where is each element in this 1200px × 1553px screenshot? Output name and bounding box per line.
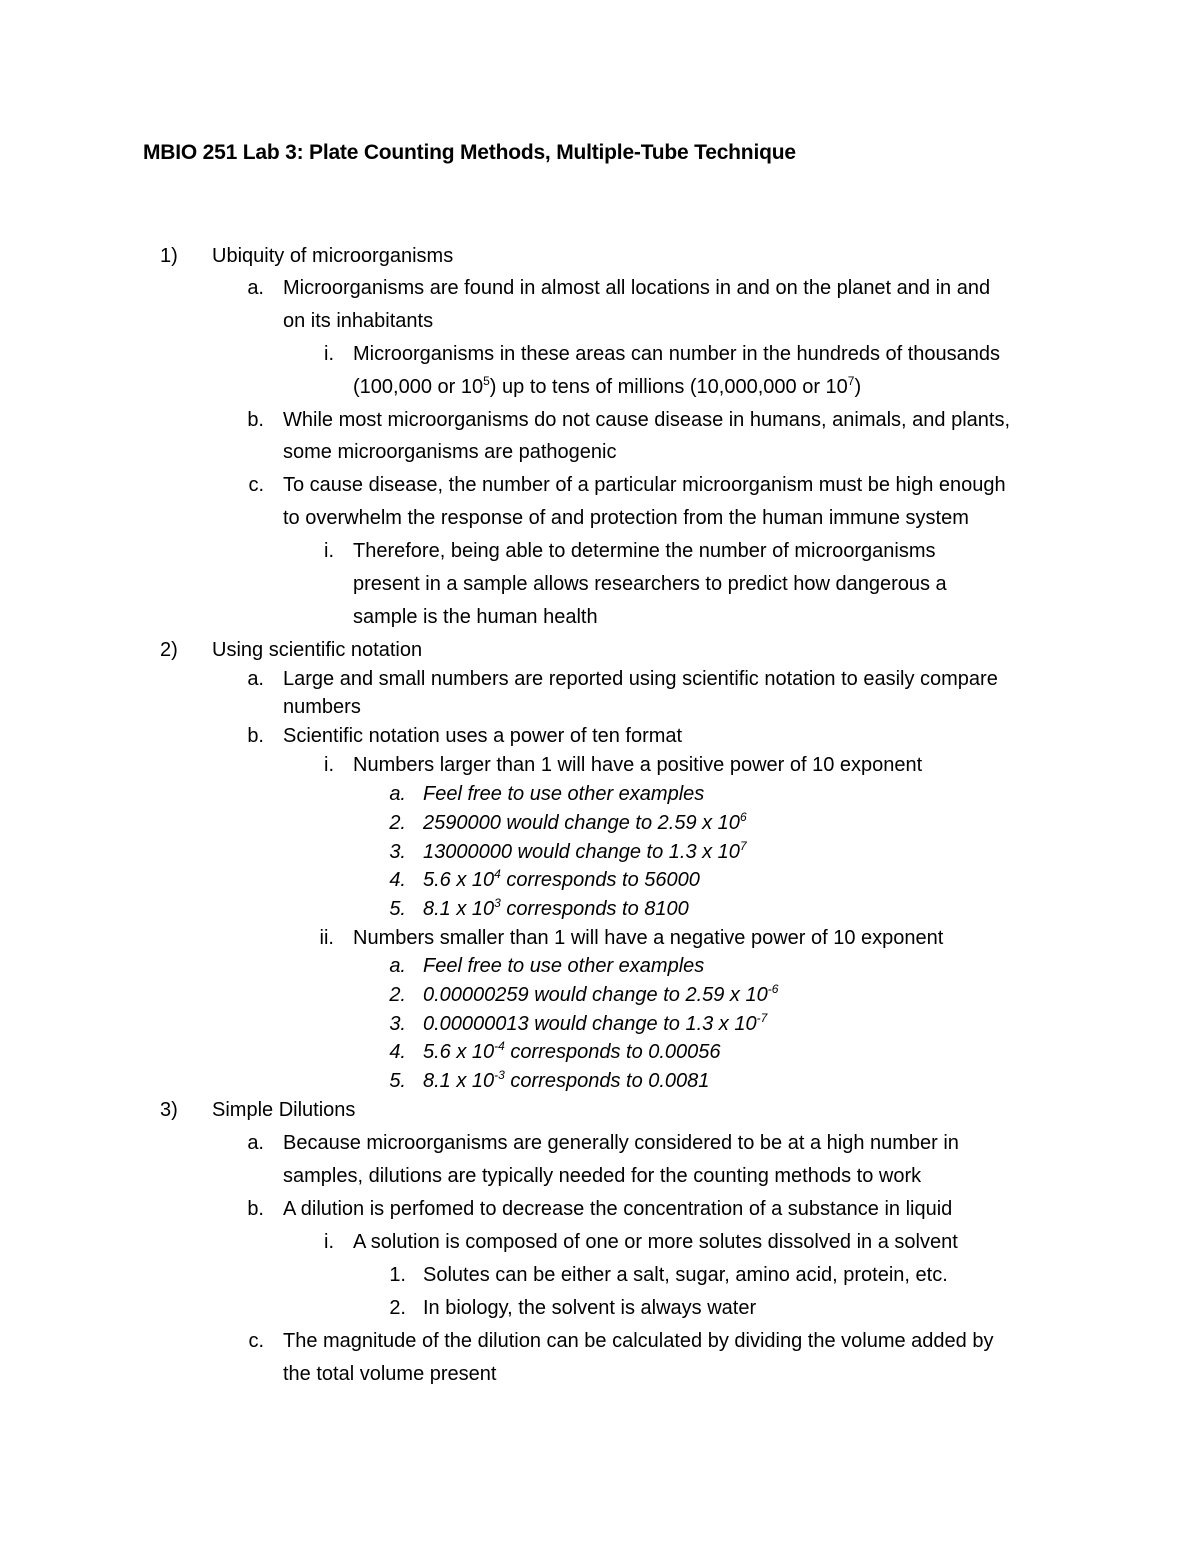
list-marker: a. — [247, 277, 264, 299]
list-marker: b. — [247, 409, 264, 431]
list-marker: i. — [324, 754, 334, 776]
example-text: 8.1 x $10^3$ corresponds to 8100 — [423, 896, 689, 920]
list-item-text: on its inhabitants — [283, 310, 434, 332]
list-item-text: some microorganisms are pathogenic — [283, 441, 617, 463]
list-item-text: the total volume present — [283, 1363, 497, 1385]
list-marker: 5. — [389, 1070, 406, 1092]
list-item-text: Microorganisms are found in almost all locations in and on the planet and in and — [283, 277, 991, 299]
list-marker: a. — [247, 1132, 264, 1154]
page-title: MBIO 251 Lab 3: Plate Counting Methods, Multiple-Tube Technique — [143, 141, 796, 164]
list-item-text: Microorganisms in these areas can number in the hundreds of thousands — [353, 343, 1001, 365]
list-marker: b. — [247, 725, 264, 747]
list-marker: 3. — [389, 1013, 406, 1035]
example-text: 8.1 x $10^{-3}$ corresponds to 0.0081 — [423, 1068, 710, 1092]
list-marker: 2. — [389, 1297, 406, 1319]
list-item-text: sample is the human health — [353, 606, 598, 628]
example-text: 5.6 x $10^{-4}$ corresponds to 0.00056 — [423, 1039, 721, 1063]
list-marker: c. — [248, 474, 264, 496]
list-item-text: Numbers smaller than 1 will have a negative power of 10 exponent — [353, 927, 944, 949]
list-marker: 4. — [389, 1041, 406, 1063]
list-marker: 2. — [389, 984, 406, 1006]
list-item-text: A solution is composed of one or more solutes dissolved in a solvent — [353, 1231, 958, 1253]
list-marker: i. — [324, 540, 334, 562]
section-number: 3) — [160, 1099, 178, 1121]
list-item-text: Solutes can be either a salt, sugar, amino acid, protein, etc. — [423, 1264, 948, 1286]
section-number: 2) — [160, 639, 178, 661]
list-marker: a. — [247, 668, 264, 690]
list-item-text: Because microorganisms are generally considered to be at a high number in — [283, 1132, 959, 1154]
example-text: Feel free to use other examples — [423, 955, 705, 977]
list-marker: i. — [324, 1231, 334, 1253]
list-item-text: samples, dilutions are typically needed for the counting methods to work — [283, 1165, 922, 1187]
example-text: Feel free to use other examples — [423, 783, 705, 805]
section-heading: Simple Dilutions — [212, 1099, 356, 1121]
section-heading: Using scientific notation — [212, 639, 423, 661]
list-item-text: To cause disease, the number of a particular microorganism must be high enough — [283, 474, 1006, 496]
list-item-text: The magnitude of the dilution can be calculated by dividing the volume added by — [283, 1330, 994, 1352]
list-item-text: Large and small numbers are reported using scientific notation to easily compare — [283, 668, 998, 690]
section-heading: Ubiquity of microorganisms — [212, 245, 454, 267]
list-marker: 2. — [389, 812, 406, 834]
list-item-text: to overwhelm the response of and protection from the human immune system — [283, 507, 969, 529]
list-marker: a. — [389, 955, 406, 977]
example-text: 13000000 would change to 1.3 x $10^7$ — [423, 839, 747, 863]
list-marker: b. — [247, 1198, 264, 1220]
example-text: 5.6 x $10^4$ corresponds to 56000 — [423, 867, 700, 891]
list-item-text: Scientific notation uses a power of ten format — [283, 725, 683, 747]
list-marker: 3. — [389, 841, 406, 863]
list-item-text: While most microorganisms do not cause disease in humans, animals, and plants, — [283, 409, 1011, 431]
list-item-text: A dilution is perfomed to decrease the concentration of a substance in liquid — [283, 1198, 953, 1220]
example-text: 0.00000013 would change to 1.3 x $10^{-7}$ — [423, 1011, 768, 1035]
list-item-text: Numbers larger than 1 will have a positive power of 10 exponent — [353, 754, 923, 776]
list-marker: a. — [389, 783, 406, 805]
list-marker: ii. — [319, 927, 334, 949]
list-item-text: Therefore, being able to determine the number of microorganisms — [353, 540, 936, 562]
list-marker: 1. — [389, 1264, 406, 1286]
list-item-text: In biology, the solvent is always water — [423, 1297, 757, 1319]
list-marker: 4. — [389, 869, 406, 891]
section-number: 1) — [160, 245, 178, 267]
list-item-text: numbers — [283, 696, 361, 718]
list-marker: c. — [248, 1330, 264, 1352]
example-text: 2590000 would change to 2.59 x $10^6$ — [423, 810, 747, 834]
list-item-text: (100,000 or $10^5$) up to tens of millions (10,000,000 or $10^7$) — [353, 374, 862, 398]
list-marker: i. — [324, 343, 334, 365]
list-marker: 5. — [389, 898, 406, 920]
list-item-text: present in a sample allows researchers to predict how dangerous a — [353, 573, 947, 595]
example-text: 0.00000259 would change to 2.59 x $10^{-6}$ — [423, 982, 779, 1006]
